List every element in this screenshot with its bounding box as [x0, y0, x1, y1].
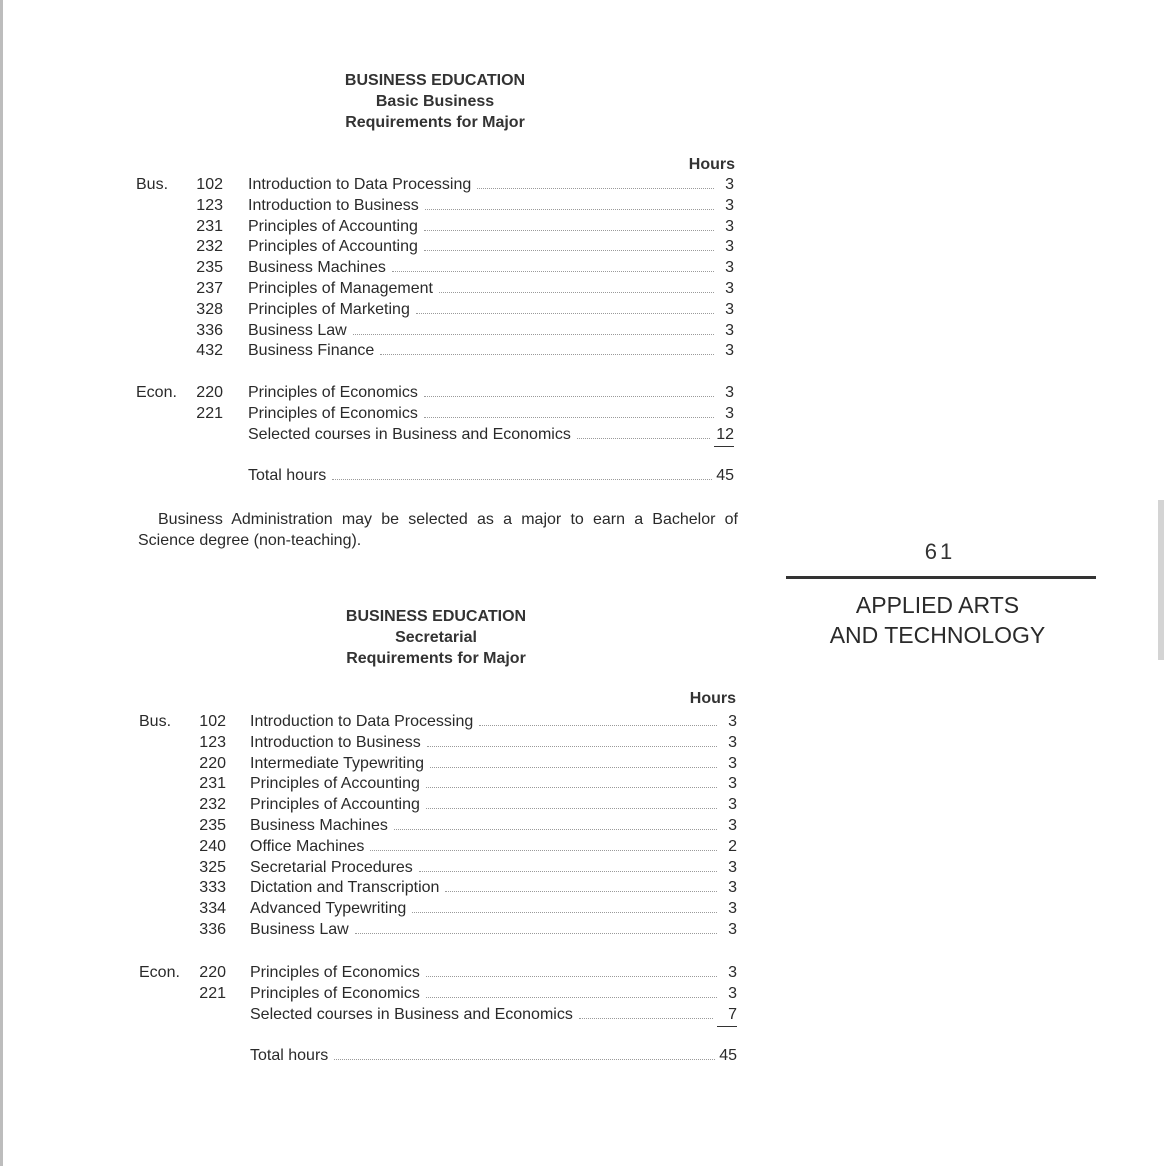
- course-hours: 3: [725, 404, 734, 422]
- course-number: 336: [199, 921, 226, 938]
- course-number: 102: [196, 176, 223, 193]
- course-row: [0, 195, 760, 216]
- course-number: 432: [196, 342, 223, 360]
- section-subtitle: Basic Business: [375, 93, 495, 110]
- course-row: [0, 174, 760, 195]
- section-title: BUSINESS EDUCATION: [344, 72, 526, 89]
- course-title: Principles of Management: [248, 280, 433, 297]
- course-row: [0, 403, 760, 424]
- dot-leader: [427, 732, 717, 747]
- selected-courses-row: [0, 1004, 760, 1025]
- course-number: 334: [199, 900, 226, 918]
- course-row: [0, 340, 760, 361]
- course-row: [0, 898, 760, 919]
- course-number: 235: [196, 259, 223, 277]
- course-row: [0, 320, 760, 341]
- course-number: 220: [199, 754, 226, 772]
- course-row: [0, 257, 760, 278]
- dot-leader: [430, 753, 717, 768]
- dot-leader: [370, 836, 717, 851]
- course-row: [0, 711, 760, 732]
- chapter-heading: [800, 590, 1075, 650]
- course-row: [0, 794, 760, 815]
- department-label: Econ.: [136, 384, 177, 401]
- course-row: [0, 815, 760, 836]
- page-number-rule: [786, 576, 1096, 579]
- course-title-line: [250, 753, 737, 774]
- course-number: 232: [199, 796, 226, 814]
- total-hours: 45: [719, 1047, 737, 1065]
- course-title-line: [248, 257, 734, 278]
- total-row: [0, 1045, 760, 1066]
- section-title: BUSINESS EDUCATION: [345, 608, 527, 625]
- course-title-line: [250, 732, 737, 753]
- course-title: Introduction to Data Processing: [250, 713, 474, 730]
- course-number: 325: [199, 858, 226, 876]
- course-title: Principles of Economics: [248, 404, 418, 422]
- course-hours: 3: [728, 817, 737, 834]
- course-hours: 3: [728, 775, 737, 793]
- course-title-line: [248, 216, 734, 237]
- course-title: Principles of Economics: [248, 384, 418, 401]
- course-number: 336: [196, 321, 223, 339]
- course-title: Business Law: [248, 321, 347, 339]
- course-title-line: [248, 465, 734, 486]
- course-number: 235: [199, 817, 226, 834]
- course-row: [0, 836, 760, 857]
- course-number: 231: [199, 775, 226, 793]
- course-number: 333: [199, 879, 226, 897]
- course-number: 232: [196, 238, 223, 256]
- course-title-line: [250, 815, 737, 836]
- section-requirements-heading: Requirements for Major: [345, 114, 525, 131]
- course-number: 220: [196, 384, 223, 401]
- course-hours: 3: [728, 796, 737, 814]
- course-number: 220: [199, 964, 226, 981]
- course-title-line: [250, 1045, 737, 1066]
- course-hours: 3: [725, 300, 734, 318]
- total-hours: 45: [716, 467, 734, 485]
- course-hours: 3: [725, 384, 734, 401]
- department-label: Bus.: [139, 713, 172, 730]
- dot-leader: [439, 278, 714, 293]
- course-title-line: [248, 278, 734, 299]
- course-row: [0, 216, 760, 237]
- course-row: [0, 919, 760, 940]
- dot-leader: [426, 794, 717, 809]
- dot-leader: [425, 195, 714, 210]
- course-title-line: [250, 962, 737, 983]
- course-title-line: [250, 773, 737, 794]
- course-title-line: [250, 836, 737, 857]
- course-row: [0, 382, 760, 403]
- course-hours: 3: [728, 754, 737, 772]
- note-text: Business Administration may be selected as a major to earn a Bachelor of Science degree (non-teaching).: [138, 511, 738, 549]
- dot-leader: [445, 877, 717, 892]
- course-row: [0, 236, 760, 257]
- course-hours: 7: [717, 1004, 737, 1027]
- course-row: [0, 857, 760, 878]
- course-title: Intermediate Typewriting: [250, 754, 425, 772]
- course-title: Principles of Accounting: [248, 238, 418, 256]
- course-hours: 3: [728, 879, 737, 897]
- course-title: Principles of Economics: [250, 964, 420, 981]
- course-title: Principles of Economics: [250, 984, 420, 1002]
- dot-leader: [332, 465, 712, 480]
- dot-leader: [416, 299, 714, 314]
- dot-leader: [426, 962, 717, 977]
- course-title-line: [248, 320, 734, 341]
- dot-leader: [477, 174, 714, 189]
- course-title: Business Law: [250, 921, 349, 938]
- course-number: 328: [196, 300, 223, 318]
- major-note: [138, 509, 738, 551]
- course-title-line: [248, 195, 734, 216]
- chapter-heading-line-1: APPLIED ARTS: [855, 592, 1020, 618]
- course-hours: 3: [728, 921, 737, 938]
- course-hours: 3: [725, 176, 734, 193]
- course-number: 221: [199, 984, 226, 1002]
- course-title: Selected courses in Business and Economics: [250, 1005, 573, 1023]
- dot-leader: [355, 919, 717, 934]
- course-hours: 3: [728, 964, 737, 981]
- department-label: Econ.: [139, 964, 180, 981]
- course-title-line: [250, 919, 737, 940]
- dot-leader: [334, 1045, 715, 1060]
- dot-leader: [424, 382, 714, 397]
- course-title-line: [248, 236, 734, 257]
- course-row: [0, 732, 760, 753]
- course-title-line: [248, 403, 734, 424]
- total-row: [0, 465, 760, 486]
- course-hours: 2: [728, 837, 737, 855]
- selected-courses-row: [0, 424, 760, 445]
- department-label: Bus.: [136, 176, 169, 193]
- course-title: Advanced Typewriting: [250, 900, 407, 918]
- course-title-line: [250, 1004, 737, 1027]
- course-number: 237: [196, 280, 223, 297]
- course-hours: 3: [728, 900, 737, 918]
- course-title-line: [250, 711, 737, 732]
- course-hours: 3: [725, 217, 734, 235]
- course-row: [0, 773, 760, 794]
- dot-leader: [579, 1004, 713, 1019]
- course-row: [0, 962, 760, 983]
- course-hours: 3: [728, 984, 737, 1002]
- course-title-line: [250, 857, 737, 878]
- dot-leader: [394, 815, 717, 830]
- course-title: Business Finance: [248, 342, 375, 360]
- course-title-line: [250, 877, 737, 898]
- course-title: Business Machines: [250, 817, 388, 834]
- page-edge-shadow-right: [1158, 500, 1164, 660]
- dot-leader: [353, 320, 714, 335]
- course-title: Selected courses in Business and Economics: [248, 425, 571, 443]
- total-label: Total hours: [250, 1047, 329, 1065]
- course-row: [0, 983, 760, 1004]
- course-title-line: [250, 898, 737, 919]
- course-hours: 3: [728, 733, 737, 751]
- course-title: Principles of Accounting: [250, 796, 420, 814]
- dot-leader: [426, 983, 717, 998]
- dot-leader: [419, 857, 717, 872]
- course-number: 123: [196, 196, 223, 214]
- section-subtitle: Secretarial: [395, 629, 477, 646]
- course-hours: 3: [725, 238, 734, 256]
- course-title-line: [248, 382, 734, 403]
- course-title: Office Machines: [250, 837, 365, 855]
- course-title: Business Machines: [248, 259, 386, 277]
- course-hours: 3: [725, 280, 734, 297]
- course-title: Dictation and Transcription: [250, 879, 440, 897]
- dot-leader: [424, 236, 714, 251]
- course-title-line: [248, 174, 734, 195]
- dot-leader: [424, 403, 714, 418]
- course-title: Introduction to Business: [248, 196, 419, 214]
- course-title: Introduction to Data Processing: [248, 176, 472, 193]
- course-hours: 3: [728, 713, 737, 730]
- course-title-line: [248, 424, 734, 447]
- dot-leader: [424, 216, 714, 231]
- page-number: 61: [924, 539, 956, 564]
- course-title: Introduction to Business: [250, 733, 421, 751]
- course-title: Secretarial Procedures: [250, 858, 413, 876]
- course-row: [0, 278, 760, 299]
- course-title-line: [250, 794, 737, 815]
- course-title-line: [248, 299, 734, 320]
- course-number: 240: [199, 837, 226, 855]
- course-number: 123: [199, 733, 226, 751]
- course-title-line: [248, 340, 734, 361]
- course-row: [0, 753, 760, 774]
- section-requirements-heading: Requirements for Major: [346, 650, 526, 667]
- course-number: 231: [196, 217, 223, 235]
- course-row: [0, 299, 760, 320]
- course-hours: 3: [725, 342, 734, 360]
- course-hours: 3: [725, 196, 734, 214]
- dot-leader: [412, 898, 717, 913]
- course-hours: 3: [725, 259, 734, 277]
- course-title-line: [250, 983, 737, 1004]
- dot-leader: [426, 773, 717, 788]
- course-row: [0, 877, 760, 898]
- dot-leader: [577, 424, 710, 439]
- dot-leader: [392, 257, 714, 272]
- dot-leader: [380, 340, 714, 355]
- course-number: 102: [199, 713, 226, 730]
- course-title: Principles of Accounting: [248, 217, 418, 235]
- course-hours: 3: [725, 321, 734, 339]
- hours-column-header: Hours: [688, 156, 735, 173]
- hours-column-header: Hours: [689, 690, 736, 707]
- course-number: 221: [196, 404, 223, 422]
- course-title: Principles of Marketing: [248, 300, 410, 318]
- dot-leader: [479, 711, 717, 726]
- course-hours: 12: [714, 424, 734, 447]
- course-title: Principles of Accounting: [250, 775, 420, 793]
- total-label: Total hours: [248, 467, 327, 485]
- chapter-heading-line-2: AND TECHNOLOGY: [829, 622, 1046, 648]
- course-hours: 3: [728, 858, 737, 876]
